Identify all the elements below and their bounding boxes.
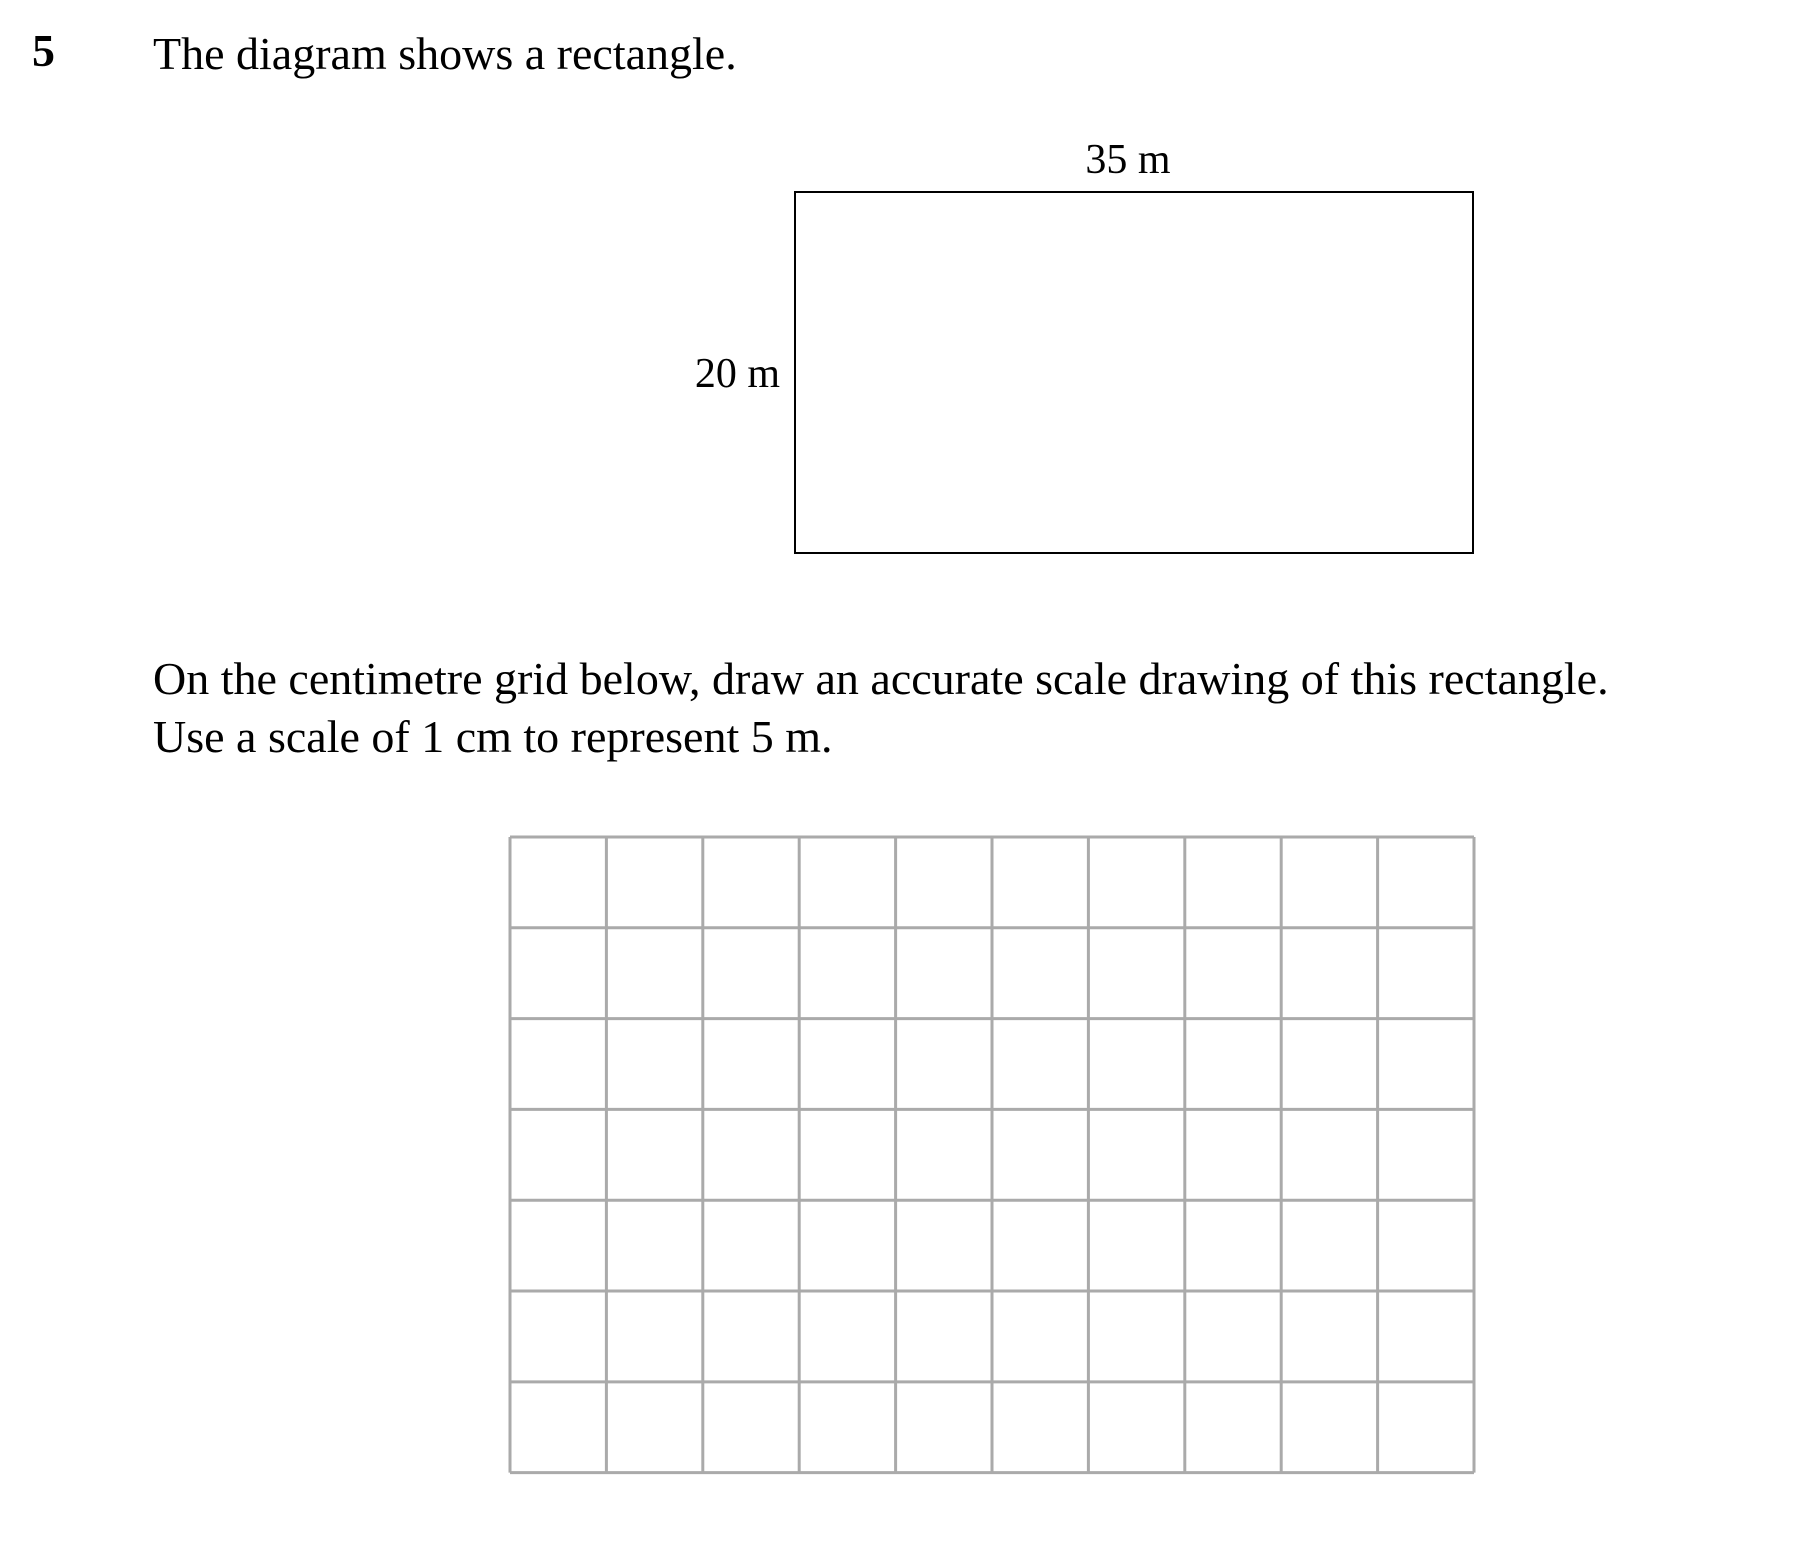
height-label: 20 m: [694, 351, 780, 397]
instruction-line-2: Use a scale of 1 cm to represent 5 m.: [153, 711, 833, 762]
question-number: 5: [32, 25, 55, 76]
width-label: 35 m: [1085, 137, 1171, 183]
question-intro: The diagram shows a rectangle.: [153, 28, 737, 79]
instruction-line-1: On the centimetre grid below, draw an accurate scale drawing of this rectangle.: [153, 653, 1609, 704]
